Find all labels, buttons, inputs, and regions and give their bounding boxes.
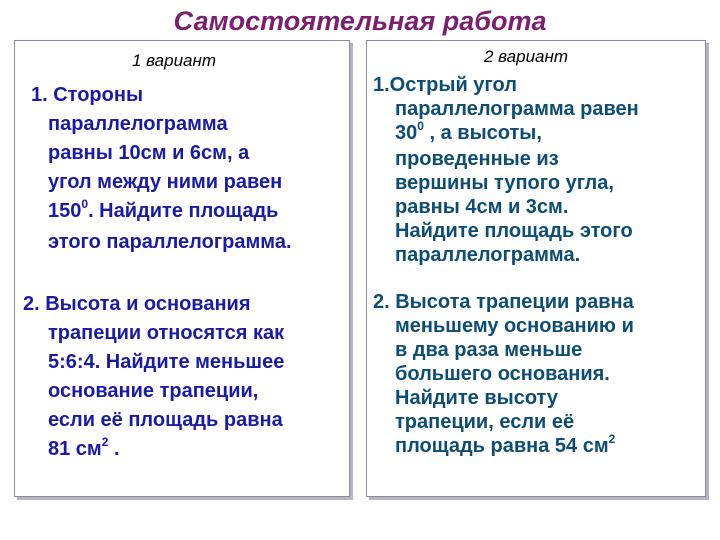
task-line: параллелограмма — [48, 113, 228, 135]
slide-title: Самостоятельная работа — [173, 6, 547, 36]
task-line: равны 10см и 6см, а — [48, 142, 250, 164]
task-line: трапеции, если её — [395, 411, 575, 433]
task-line: угол между ними равен — [48, 171, 283, 193]
task-line: большего основания. — [395, 363, 610, 385]
task-line — [373, 434, 634, 460]
task-line: 1. Стороны — [31, 84, 144, 106]
task-line: Найдите высоту — [395, 387, 558, 409]
task-line — [23, 435, 284, 466]
task-line: параллелограмма. — [395, 244, 581, 266]
task-line: 2. Высота трапеции равна — [373, 291, 634, 313]
variant-2-label: 2 вариант — [484, 47, 569, 66]
task-line: равны 4см и 3см. — [395, 196, 569, 218]
task-text: . Найдите площадь — [88, 200, 279, 222]
task-line: основание трапеции, — [48, 380, 259, 402]
task-line: этого параллелограмма. — [48, 231, 292, 253]
task-line: 2. Высота и основания — [23, 293, 251, 315]
task-text: 81 см — [48, 438, 102, 460]
task-line: трапеции относятся как — [48, 322, 285, 344]
variant-2-task-2 — [373, 290, 634, 460]
task-line — [373, 121, 639, 147]
task-line: вершины тупого угла, — [395, 172, 614, 194]
task-line: в два раза меньше — [395, 339, 583, 361]
task-text: площадь равна 54 см — [395, 435, 609, 457]
task-text: . — [108, 438, 120, 460]
task-line: если её площадь равна — [48, 409, 283, 431]
variant-1-task-1 — [31, 81, 292, 257]
variant-2-task-1 — [373, 73, 639, 267]
superscript: 2 — [101, 435, 109, 449]
task-text: 150 — [48, 200, 82, 222]
task-line: Найдите площадь этого — [395, 220, 633, 242]
task-text: 30 — [395, 122, 418, 144]
task-line — [31, 197, 292, 228]
task-line: проведенные из — [395, 148, 559, 170]
task-text: , а высоты, — [423, 122, 542, 144]
task-line: параллелограмма равен — [395, 98, 639, 120]
variant-1-panel — [14, 40, 350, 497]
superscript: 0 — [81, 197, 89, 211]
superscript: 0 — [417, 119, 424, 133]
task-line: 1.Острый угол — [373, 74, 517, 96]
variant-1-label: 1 вариант — [132, 51, 217, 70]
variant-1-task-2 — [23, 290, 284, 466]
variant-2-panel — [366, 40, 706, 497]
task-line: меньшему основанию и — [395, 315, 634, 337]
superscript: 2 — [608, 432, 616, 446]
task-line: 5:6:4. Найдите меньшее — [48, 351, 285, 373]
